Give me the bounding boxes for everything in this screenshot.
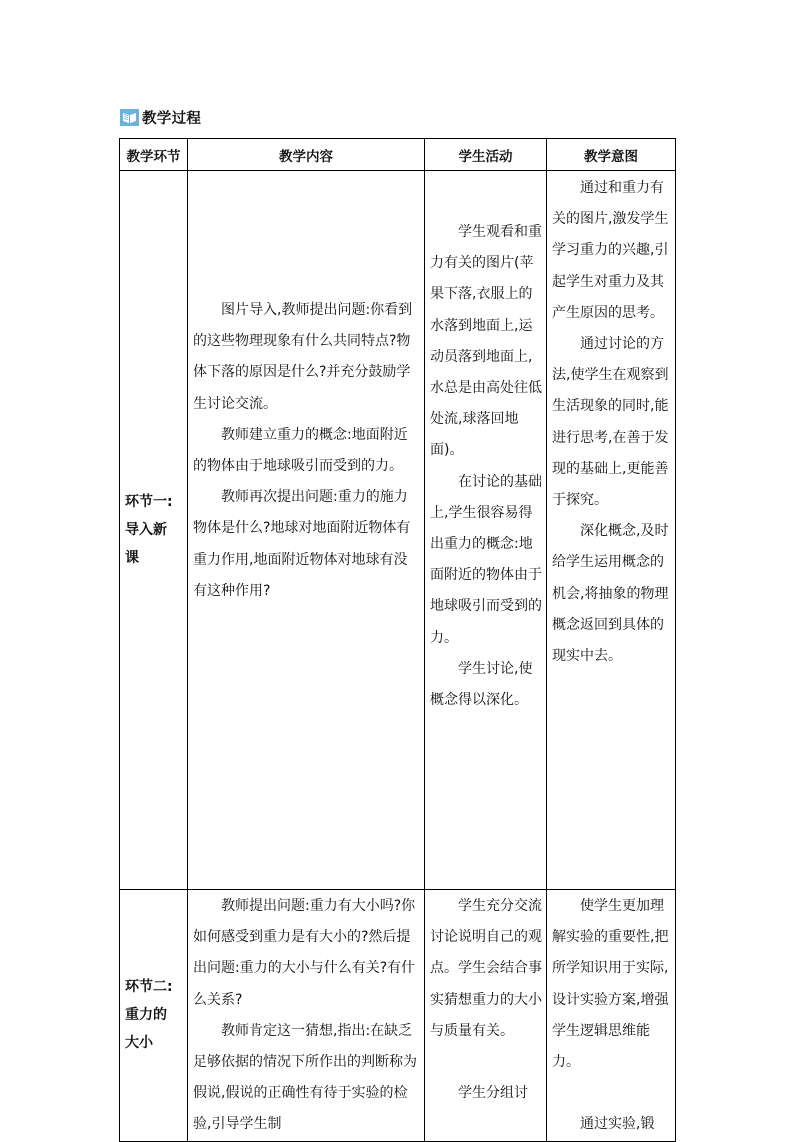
stage-cell: 环节一: 导入新 课 xyxy=(120,171,188,890)
student-activity-cell: 学生充分交流讨论说明自己的观点。学生会结合事实猜想重力的大小与质量有关。 学生分组讨 xyxy=(425,890,547,1142)
intent-cell: 使学生更加理解实验的重要性,把所学知识用于实际,设计实验方案,增强学生逻辑思维能力。 通过实验,锻 xyxy=(547,890,676,1142)
section-heading xyxy=(120,106,201,128)
student-activity-cell: 学生观看和重力有关的图片(苹果下落,衣服上的水落到地面上,运动员落到地面上,水总是由高处往低处流,球落回地面)。 在讨论的基础上,学生很容易得出重力的概念:地面附近的物体由于地球吸引而受到的力。 学生讨论,使概念得以深化。 xyxy=(425,171,547,890)
content-cell: 教师提出问题:重力有大小吗?你如何感受到重力是有大小的?然后提出问题:重力的大小与什么有关?有什么关系? 教师肯定这一猜想,指出:在缺乏足够依据的情况下所作出的判断称为假说,假说的正确性有待于实验的检验,引导学生制 xyxy=(188,890,425,1142)
table-row xyxy=(120,890,676,1142)
stage-cell: 环节二: 重力的 大小 xyxy=(120,890,188,1142)
header-stage: 教学环节 xyxy=(120,139,188,171)
header-student-activity: 学生活动 xyxy=(425,139,547,171)
header-content: 教学内容 xyxy=(188,139,425,171)
table-header-row xyxy=(120,139,676,171)
section-title: 教学过程 xyxy=(142,110,202,127)
book-icon xyxy=(120,109,139,126)
intent-cell: 通过和重力有关的图片,激发学生学习重力的兴趣,引起学生对重力及其产生原因的思考。 通过讨论的方法,使学生在观察到生活现象的同时,能进行思考,在善于发现的基础上,更能善于探究。 深化概念,及时给学生运用概念的机会,将抽象的物理概念返回到具体的现实中去。 xyxy=(547,171,676,890)
header-intent: 教学意图 xyxy=(547,139,676,171)
table-row xyxy=(120,171,676,890)
teaching-process-table xyxy=(119,138,676,1142)
content-cell: 图片导入,教师提出问题:你看到的这些物理现象有什么共同特点?物体下落的原因是什么?并充分鼓励学生讨论交流。 教师建立重力的概念:地面附近的物体由于地球吸引而受到的力。 教师再次提出问题:重力的施力物体是什么?地球对地面附近物体有重力作用,地面附近物体对地球有没有这种作用? xyxy=(188,171,425,890)
